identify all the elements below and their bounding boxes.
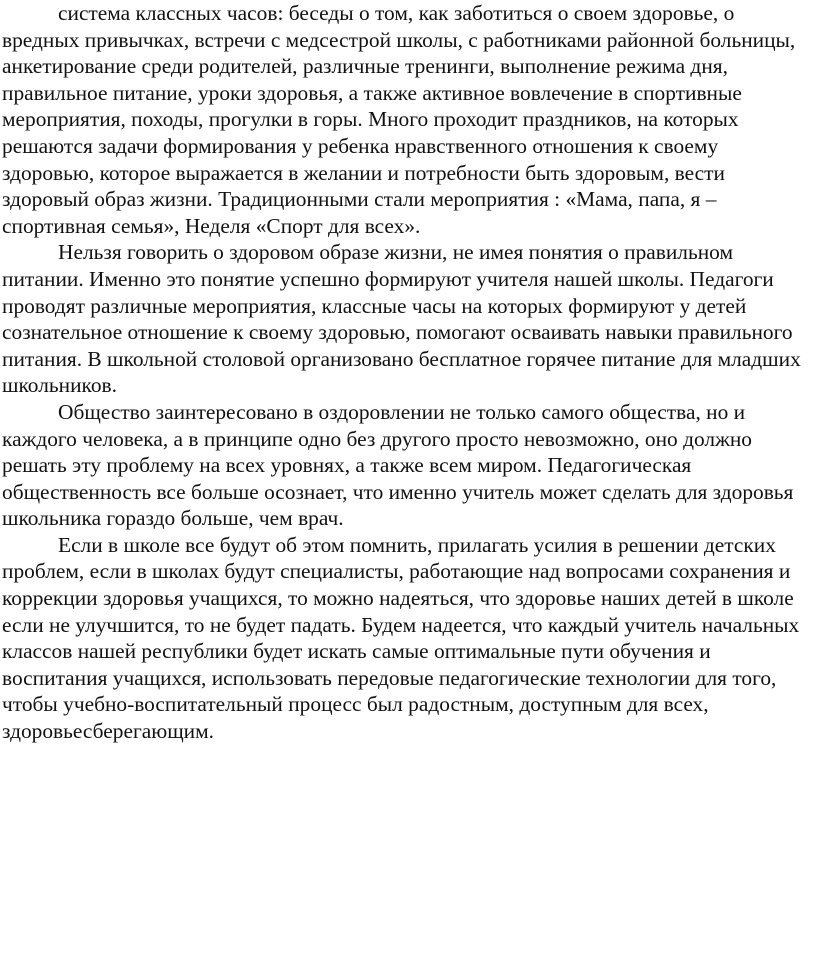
paragraph-2: Нельзя говорить о здоровом образе жизни, не имея понятия о правильном питании. Именно это понятие успешно формируют учителя нашей школы. Педагоги проводят различные мероприятия, классные часы на которых формируют у детей сознательное отношение к своему здоровью, помогают осваивать навыки правильного питания. В школьной столовой организовано бесплатное горячее питание для младших школьников. [2, 240, 801, 398]
paragraph-1: система классных часов: беседы о том, как заботиться о своем здоровье, о вредных привычках, встречи с медсестрой школы, с работниками районной больницы, анкетирование среди родителей, различные тренинги, выполнение режима дня, правильное питание, уроки здоровья, а также активное вовлечение в спортивные мероприятия, походы, прогулки в горы. Много проходит праздников, на которых решаются задачи формирования у ребенка нравственного отношения к своему здоровью, которое выражается в желании и потребности быть здоровым, вести здоровый образ жизни. Традиционными стали мероприятия : «Мама, папа, я – спортивная семья», Неделя «Спорт для всех». [2, 1, 796, 238]
paragraph-4: Если в школе все будут об этом помнить, прилагать усилия в решении детских проблем, если в школах будут специалисты, работающие над вопросами сохранения и коррекции здоровья учащихся, то можно надеяться, что здоровье наших детей в школе если не улучшится, то не будет падать. Будем надеется, что каждый учитель начальных классов нашей республики будет искать самые оптимальные пути обучения и воспитания учащихся, использовать передовые педагогические технологии для того, чтобы учебно-воспитательный процесс был радостным, доступным для всех, здоровьесберегающим. [2, 532, 800, 744]
paragraph-3: Общество заинтересовано в оздоровлении не только самого общества, но и каждого человека, а в принципе одно без другого просто невозможно, оно должно решать эту проблему на всех уровнях, а также всем миром. Педагогическая общественность все больше осознает, что именно учитель может сделать для здоровья школьника гораздо больше, чем врач. [2, 399, 794, 531]
document-body [2, 0, 808, 745]
